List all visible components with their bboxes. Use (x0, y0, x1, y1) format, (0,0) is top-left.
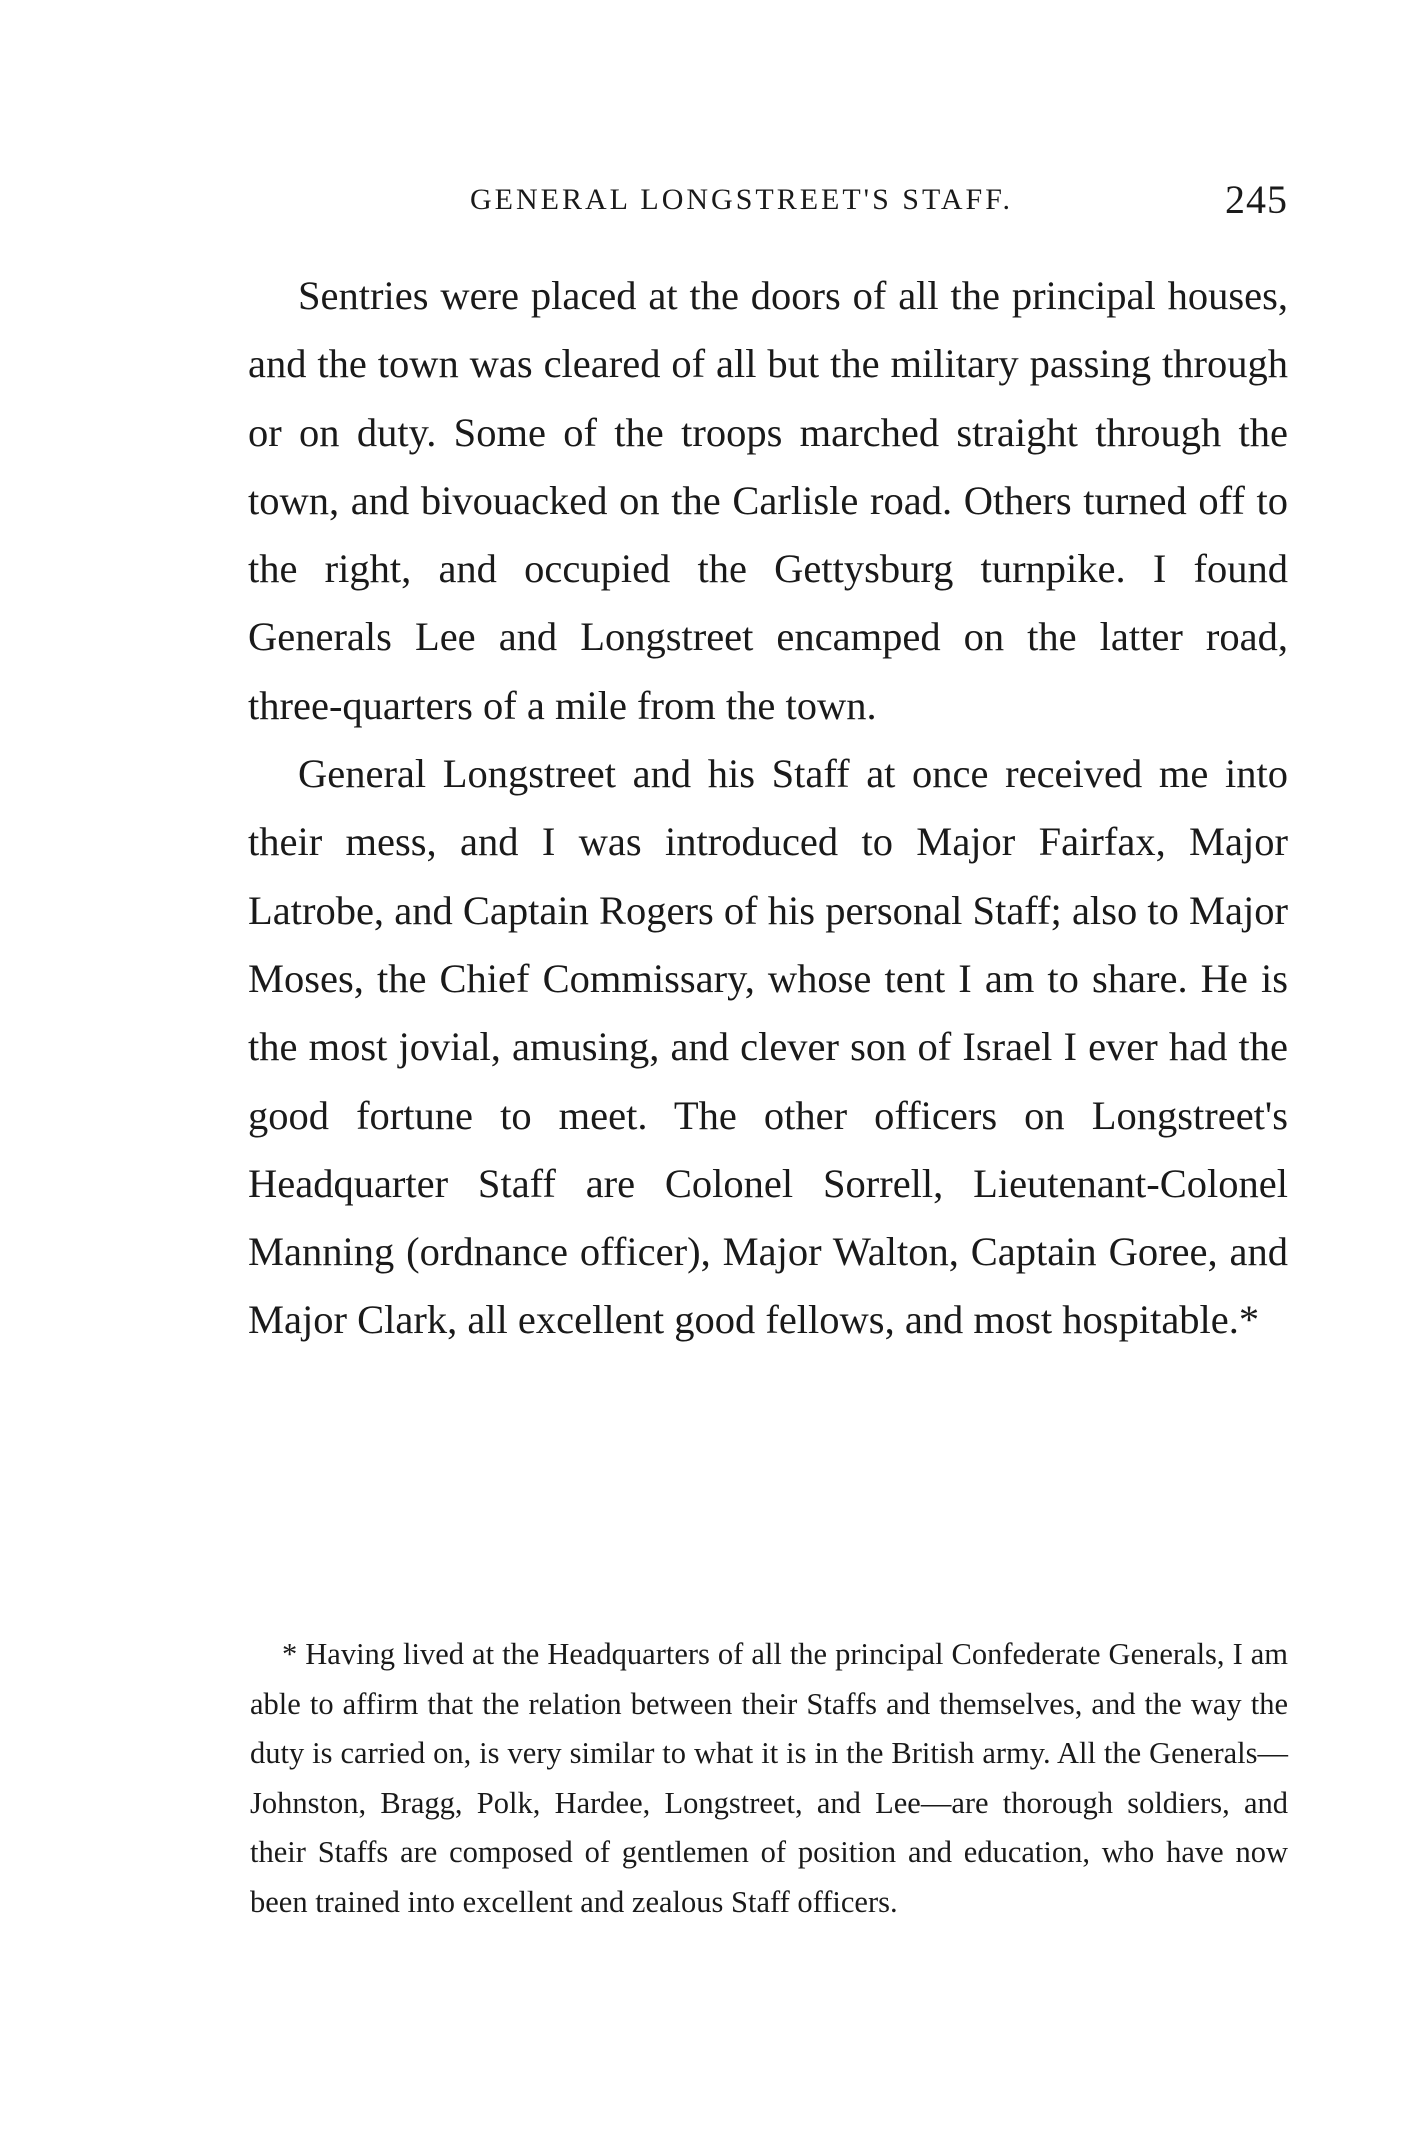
running-head (248, 175, 1288, 225)
footnote: * Having lived at the Headquarters of all the principal Confederate Generals, I am able to affirm that the relation between their Staffs and themselves, and the way the duty is carried on, is very similar to what it is in the British army. All the Generals—Johnston, Bragg, Polk, Hardee, Longstreet, and Lee—are thorough soldiers, and their Staffs are composed of gentlemen of position and education, who have now been trained into excellent and zealous Staff officers. (250, 1637, 1288, 1919)
running-title: GENERAL LONGSTREET'S STAFF. (470, 183, 1014, 216)
paragraph-1: Sentries were placed at the doors of all the principal houses, and the town was cleared of all but the military passing through or on duty. Some of the troops marched straight through the town, and bivouacked on the Carlisle road. Others turned off to the right, and occupied the Gettysburg turnpike. I found Generals Lee and Longstreet encamped on the latter road, three-quarters of a mile from the town. (248, 273, 1288, 728)
page-number: 245 (1225, 177, 1288, 222)
body-text (248, 262, 1288, 1355)
paragraph-2: General Longstreet and his Staff at once received me into their mess, and I was introduced to Major Fairfax, Major Latrobe, and Captain Rogers of his personal Staff; also to Major Moses, the Chief Commissary, whose tent I am to share. He is the most jovial, amusing, and clever son of Israel I ever had the good fortune to meet. The other officers on Longstreet's Headquarter Staff are Colonel Sorrell, Lieutenant-Colonel Manning (ordnance officer), Major Walton, Captain Goree, and Major Clark, all excellent good fellows, and most hospitable.* (248, 751, 1288, 1343)
